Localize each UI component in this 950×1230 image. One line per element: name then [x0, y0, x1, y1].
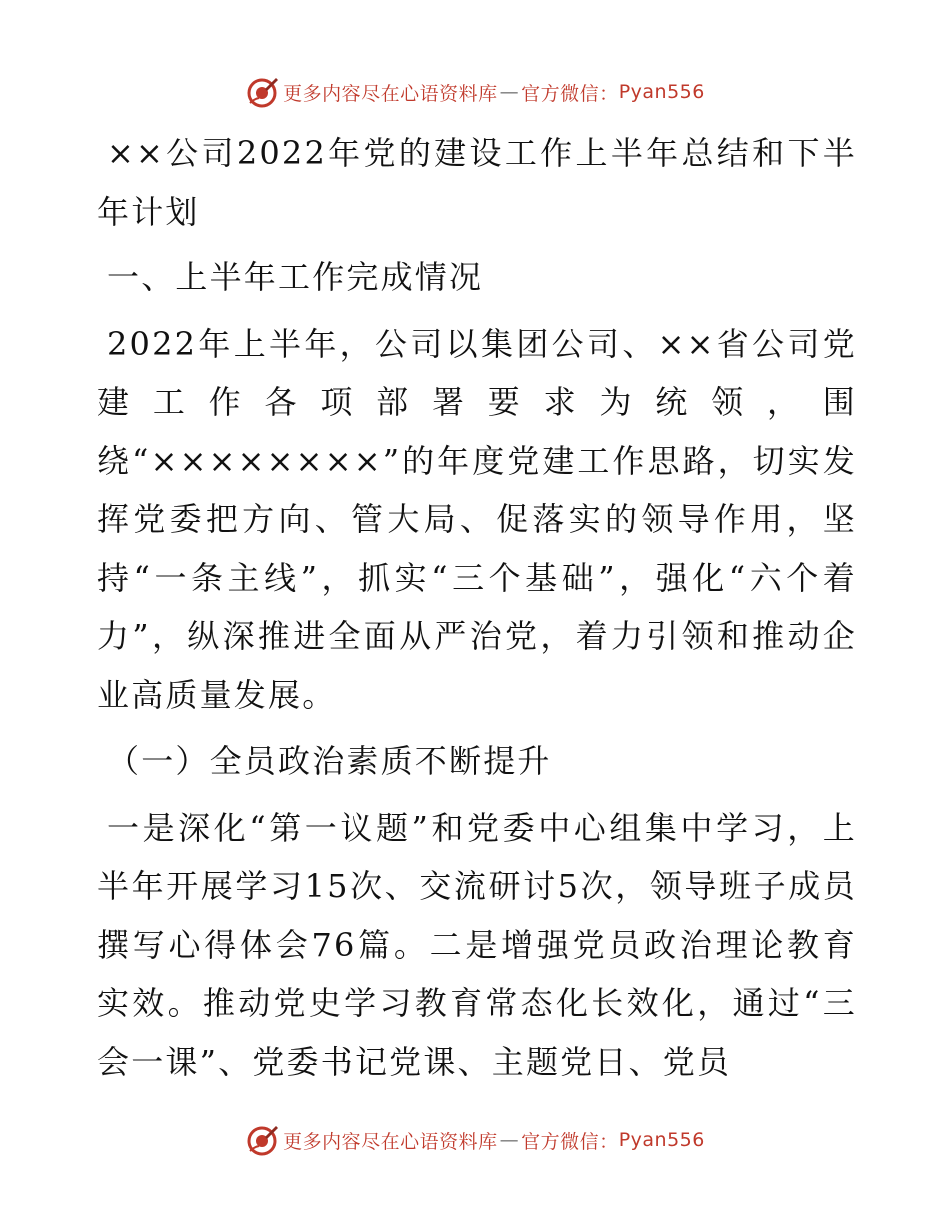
watermark-dash: —	[499, 81, 520, 103]
body-paragraph: 一是深化“第一议题”和党委中心组集中学习，上半年开展学习15次、交流研讨5次，领导班子成员撰写心得体会76篇。二是增强党员政治理论教育实效。推动党史学习教育常态化长效化，通过“三会一课”、党委书记党课、主题党日、党员	[97, 808, 857, 1081]
watermark-site-text: 更多内容尽在心语资料库	[283, 1130, 498, 1153]
watermark-site-text: 更多内容尽在心语资料库	[283, 82, 498, 105]
quill-seal-icon	[245, 1123, 279, 1157]
watermark-wechat-id: Pyan556	[618, 81, 705, 103]
quill-seal-icon	[245, 75, 279, 109]
watermark-wechat-id: Pyan556	[618, 1129, 705, 1151]
body-paragraph: 2022年上半年，公司以集团公司、××省公司党建工作各项部署要求为统领，围绕“××××××××”的年度党建工作思路，切实发挥党委把方向、管大局、促落实的领导作用，坚持“一条主线”，抓实“三个基础”，强化“六个着力”，纵深推进全面从严治党，着力引领和推动企业高质量发展。	[97, 324, 857, 714]
watermark-wechat-label: 官方微信：	[521, 82, 619, 105]
document-title: ××公司2022年党的建设工作上半年总结和下半年计划	[97, 134, 857, 231]
header-watermark	[0, 72, 950, 112]
subsection-heading: （一）全员政治素质不断提升	[107, 742, 552, 780]
watermark-dash: —	[499, 1129, 520, 1151]
watermark-wechat-label: 官方微信：	[521, 1130, 619, 1153]
footer-watermark	[0, 1120, 950, 1160]
document-body	[97, 124, 857, 1091]
section-heading: 一、上半年工作完成情况	[107, 258, 484, 296]
